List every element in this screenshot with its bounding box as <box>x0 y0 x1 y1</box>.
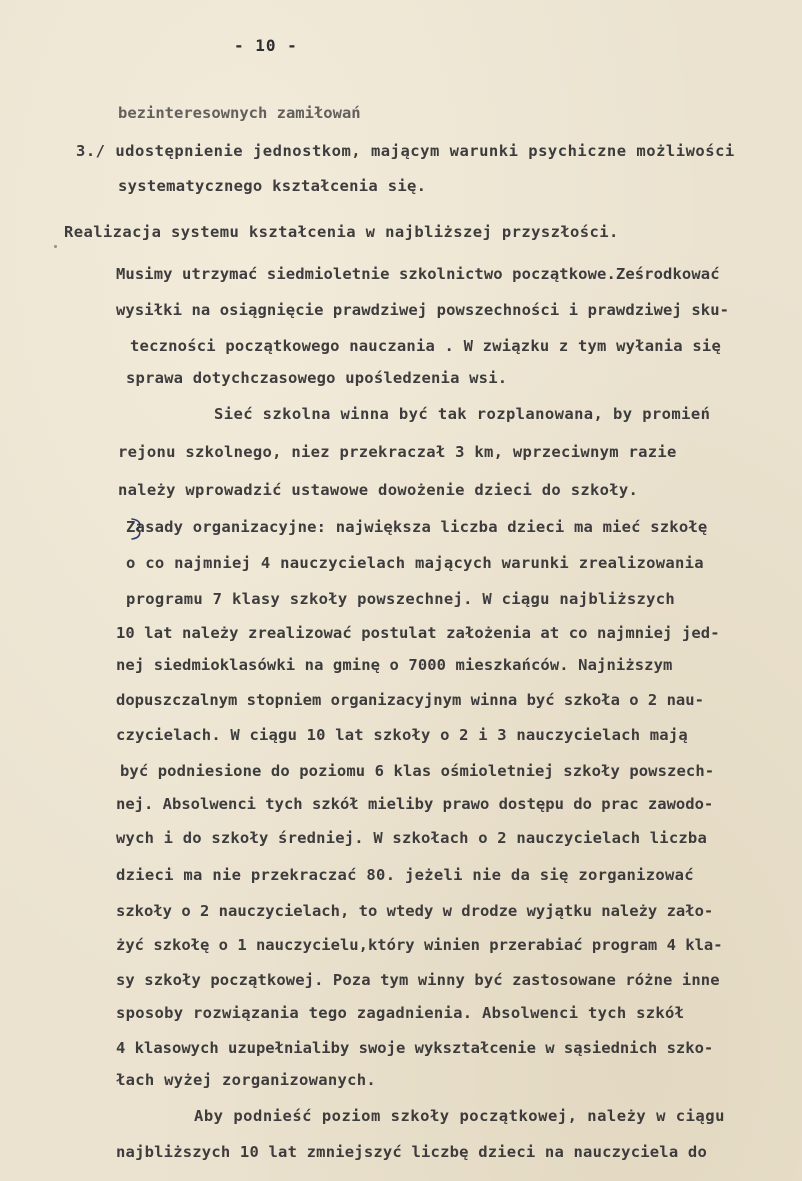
text-line: systematycznego kształcenia się. <box>118 177 427 195</box>
section-heading: Realizacja systemu kształcenia w najbliższej przyszłości. <box>64 223 619 241</box>
punch-dot <box>54 245 57 248</box>
page-number: - 10 - <box>234 36 298 55</box>
text-line: sprawa dotychczasowego upośledzenia wsi. <box>126 369 508 387</box>
text-line: Aby podnieść poziom szkoły początkowej, należy w ciągu <box>194 1107 725 1125</box>
text-line: Musimy utrzymać siedmioletnie szkolnictwo początkowe.Ześrodkować <box>116 265 720 283</box>
text-line: łach wyżej zorganizowanych. <box>116 1071 377 1089</box>
text-line: nej. Absolwenci tych szkół mieliby prawo dostępu do prac zawodo- <box>116 795 714 813</box>
text-line: sposoby rozwiązania tego zagadnienia. Absolwenci tych szkół <box>116 1004 685 1022</box>
text-line: 10 lat należy zrealizować postulat założenia at co najmniej jed- <box>116 624 720 642</box>
text-line: 3./ udostępnienie jednostkom, mającym warunki psychiczne możliwości <box>76 142 735 160</box>
text-line: wysiłki na osiągnięcie prawdziwej powszechności i prawdziwej sku- <box>116 301 730 319</box>
text-line: sy szkoły początkowej. Poza tym winny być zastosowane różne inne <box>116 971 720 989</box>
text-line: najbliższych 10 lat zmniejszyć liczbę dzieci na nauczyciela do <box>116 1143 707 1161</box>
text-line: teczności początkowego nauczania . W związku z tym wyłania się <box>130 337 721 355</box>
text-line: programu 7 klasy szkoły powszechnej. W ciągu najbliższych <box>126 590 676 608</box>
text-line: Sieć szkolna winna być tak rozplanowana, by promień <box>214 405 711 423</box>
text-line: dopuszczalnym stopniem organizacyjnym winna być szkoła o 2 nau- <box>116 691 704 709</box>
text-line: dzieci ma nie przekraczać 80. jeżeli nie da się zorganizować <box>116 866 694 884</box>
text-line: być podniesione do poziomu 6 klas ośmioletniej szkoły powszech- <box>120 762 715 780</box>
text-line: o co najmniej 4 nauczycielach mających warunki zrealizowania <box>126 554 704 572</box>
text-line: szkoły o 2 nauczycielach, to wtedy w drodze wyjątku należy zało- <box>116 902 714 920</box>
text-line: 4 klasowych uzupełnialiby swoje wykształcenie w sąsiednich szko- <box>116 1039 714 1057</box>
text-line: czycielach. W ciągu 10 lat szkoły o 2 i 3 nauczycielach mają <box>116 726 688 744</box>
text-line: należy wprowadzić ustawowe dowożenie dzieci do szkoły. <box>118 481 639 499</box>
text-line: wych i do szkoły średniej. W szkołach o 2 nauczycielach liczba <box>116 829 707 847</box>
text-line: Zasady organizacyjne: największa liczba dzieci ma mieć szkołę <box>126 518 708 536</box>
text-line: bezinteresownych zamiłowań <box>118 104 361 122</box>
text-line: żyć szkołę o 1 nauczycielu,który winien przerabiać program 4 kla- <box>116 936 723 954</box>
text-line: rejonu szkolnego, niez przekraczał 3 km, wprzeciwnym razie <box>118 443 677 461</box>
text-line: nej siedmioklasówki na gminę o 7000 mieszkańców. Najniższym <box>116 656 673 674</box>
